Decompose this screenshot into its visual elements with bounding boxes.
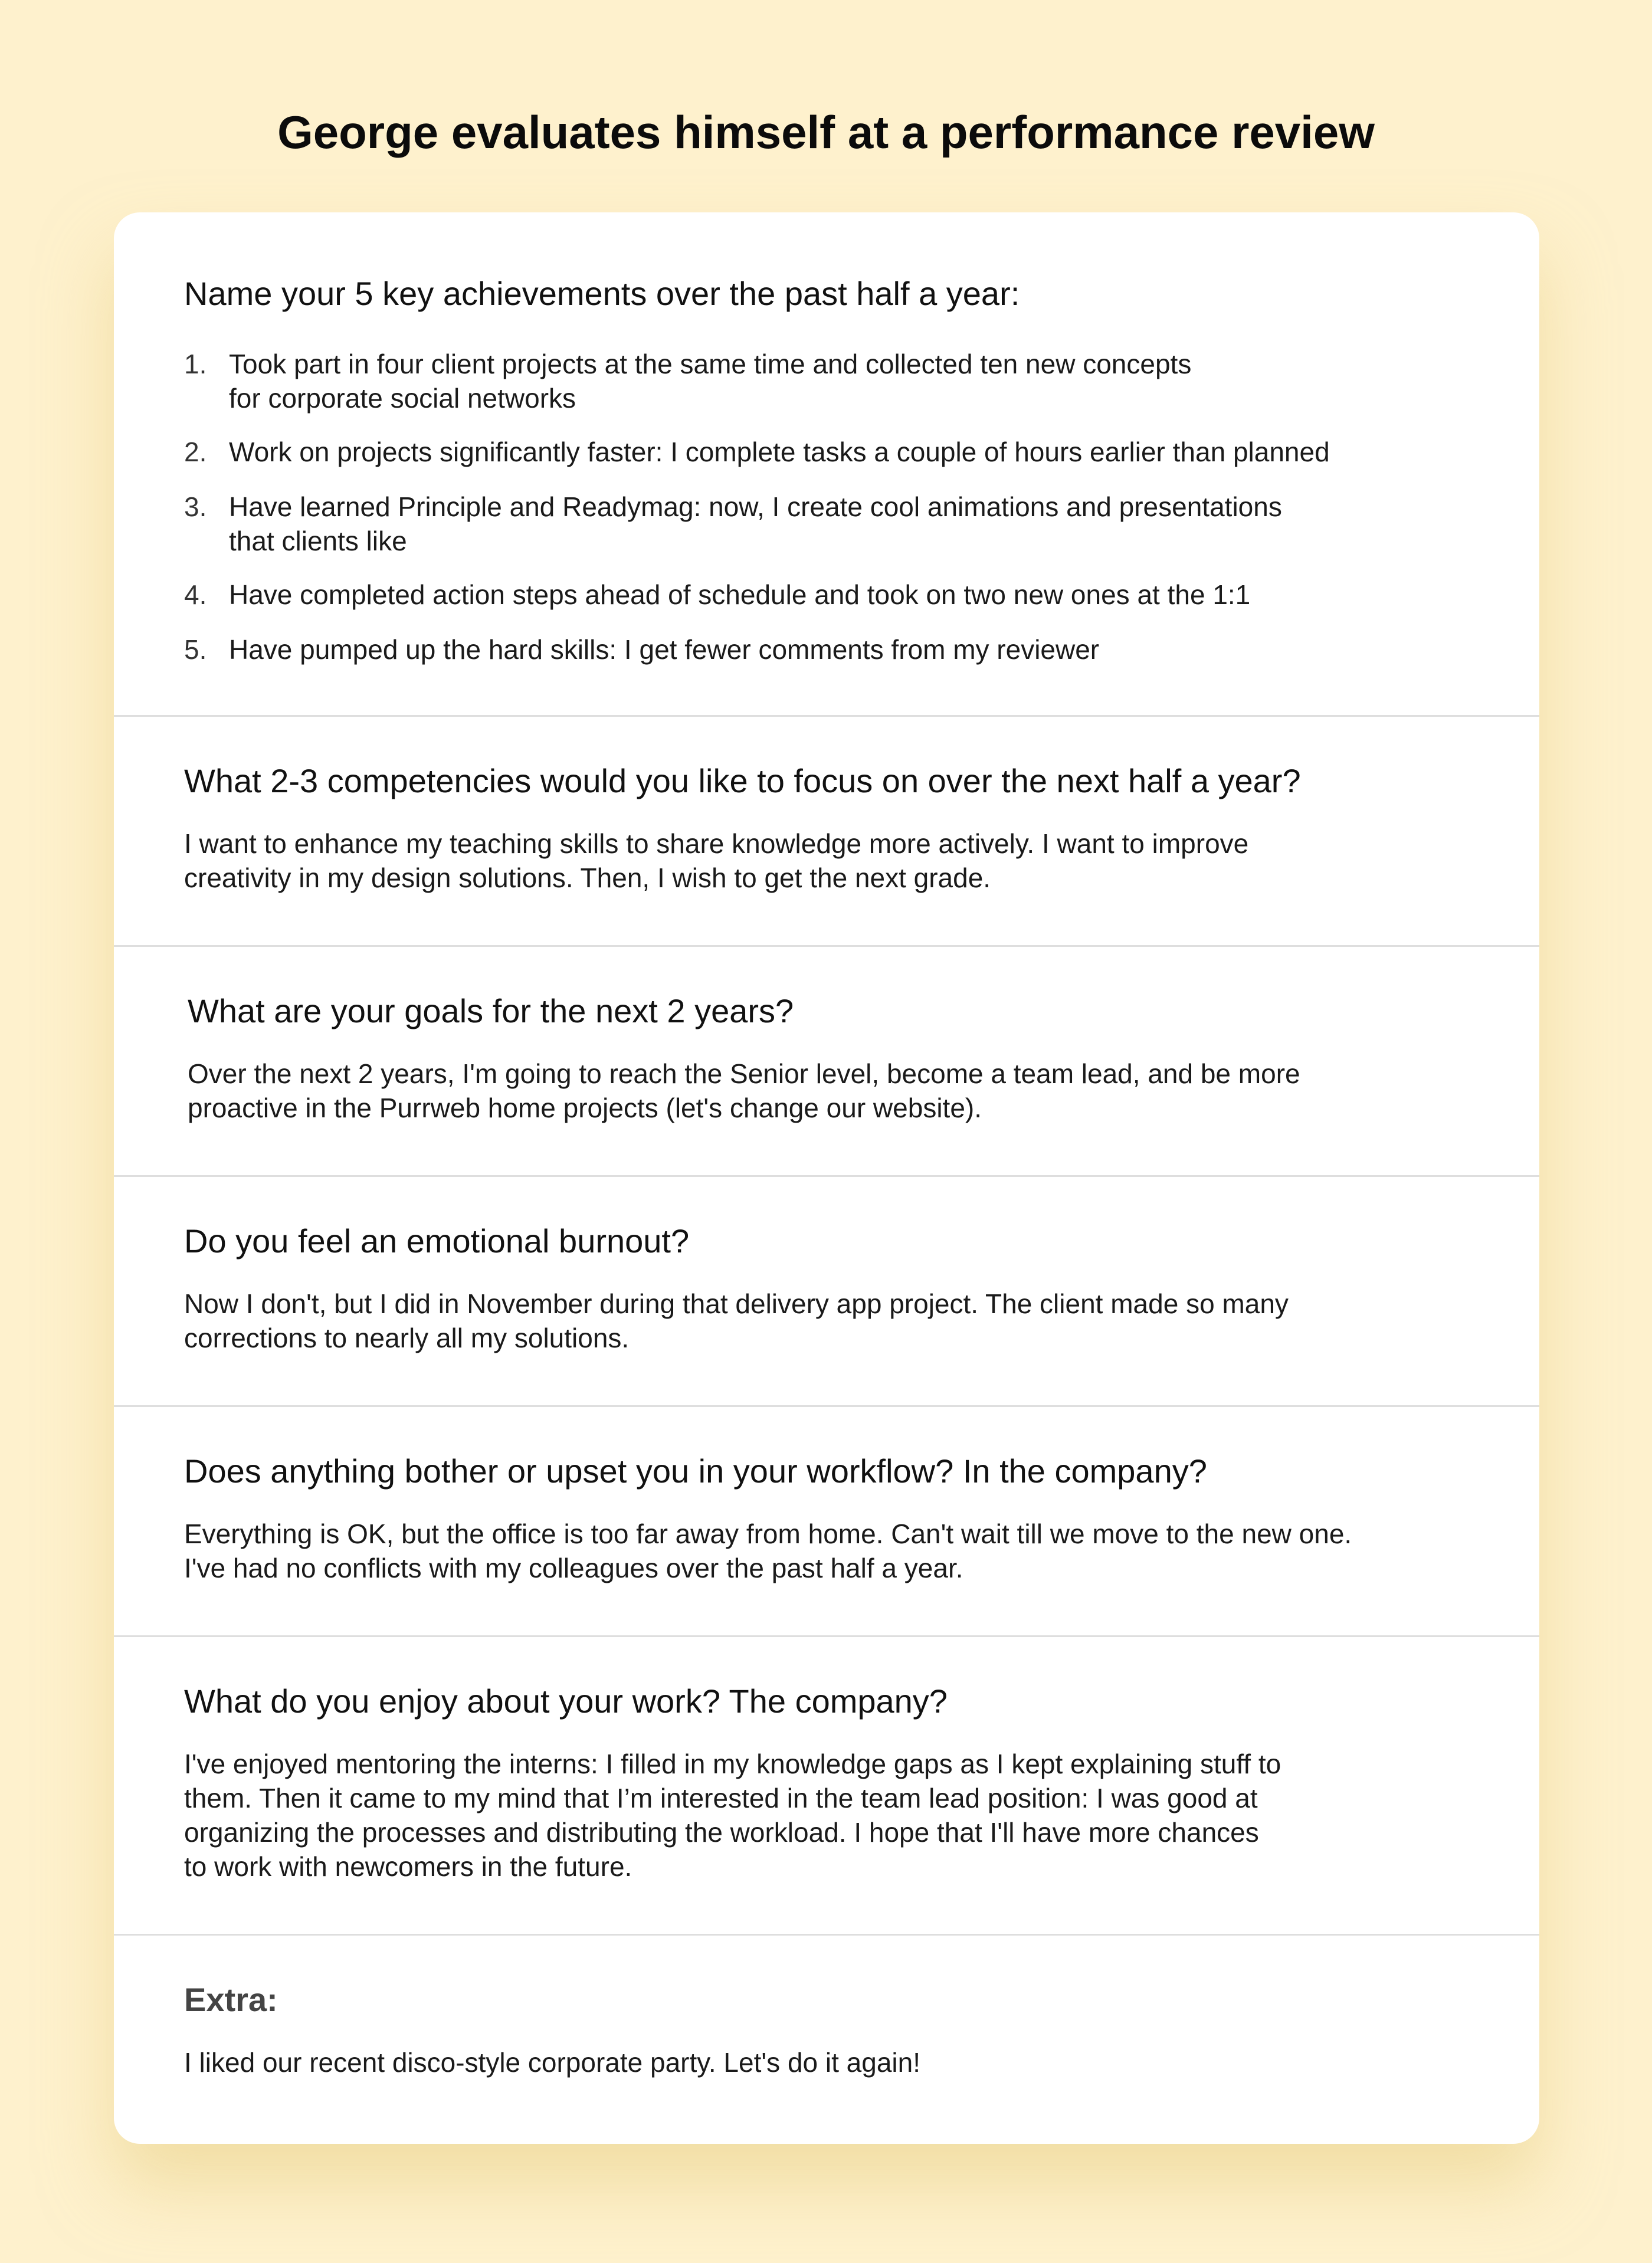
question-goals: What are your goals for the next 2 years? <box>188 992 794 1029</box>
list-item-text: Have pumped up the hard skills: I get fewer comments from my reviewer <box>229 634 1100 665</box>
answer-competencies: I want to enhance my teaching skills to share knowledge more actively. I want to improve creativity in my design solutions. Then, I wish to get the next grade. <box>184 828 1249 893</box>
question-burnout: Do you feel an emotional burnout? <box>184 1222 690 1260</box>
answer-burnout: Now I don't, but I did in November during that delivery app project. The client made so many corrections to nearly all my solutions. <box>184 1288 1289 1353</box>
list-item-number: 1. <box>184 349 207 379</box>
section-burnout <box>114 1175 1539 1405</box>
list-item-number: 4. <box>184 579 207 610</box>
question-enjoy: What do you enjoy about your work? The company? <box>184 1683 948 1720</box>
section-goals <box>114 945 1539 1175</box>
list-item-number: 5. <box>184 634 207 665</box>
question-achievements: Name your 5 key achievements over the past half a year: <box>184 275 1020 312</box>
list-item-text: Have completed action steps ahead of schedule and took on two new ones at the 1:1 <box>229 579 1251 610</box>
answer-goals: Over the next 2 years, I'm going to reach the Senior level, become a team lead, and be more proactive in the Purrweb home projects (let's change our website). <box>188 1058 1300 1123</box>
list-item-text: Have learned Principle and Readymag: now, I create cool animations and presentations that clients like <box>229 491 1282 556</box>
section-bother <box>114 1405 1539 1635</box>
section-competencies <box>114 715 1539 945</box>
answer-bother: Everything is OK, but the office is too far away from home. Can't wait till we move to the new one. I've had no conflicts with my colleagues over the past half a year. <box>184 1518 1352 1583</box>
section-enjoy <box>114 1635 1539 1934</box>
list-item-text: Work on projects significantly faster: I complete tasks a couple of hours earlier than planned <box>229 437 1330 467</box>
question-extra: Extra: <box>184 1981 278 2018</box>
list-item-text: Took part in four client projects at the same time and collected ten new concepts for corporate social networks <box>229 349 1192 414</box>
question-competencies: What 2-3 competencies would you like to focus on over the next half a year? <box>184 762 1301 799</box>
review-card <box>114 212 1539 2144</box>
answer-extra: I liked our recent disco-style corporate party. Let's do it again! <box>184 2047 920 2078</box>
section-achievements <box>114 212 1539 715</box>
list-item-number: 3. <box>184 491 207 522</box>
answer-enjoy: I've enjoyed mentoring the interns: I filled in my knowledge gaps as I kept explaining stuff to them. Then it came to my mind that I’m interested in the team lead position: I was good at organizing the processes and distributing the workload. I hope that I'll have more chances to work with newcomers in the future. <box>184 1749 1281 1882</box>
section-extra <box>114 1934 1539 2144</box>
list-item-number: 2. <box>184 437 207 467</box>
question-bother: Does anything bother or upset you in your workflow? In the company? <box>184 1452 1207 1490</box>
page-title: George evaluates himself at a performance review <box>277 106 1375 158</box>
